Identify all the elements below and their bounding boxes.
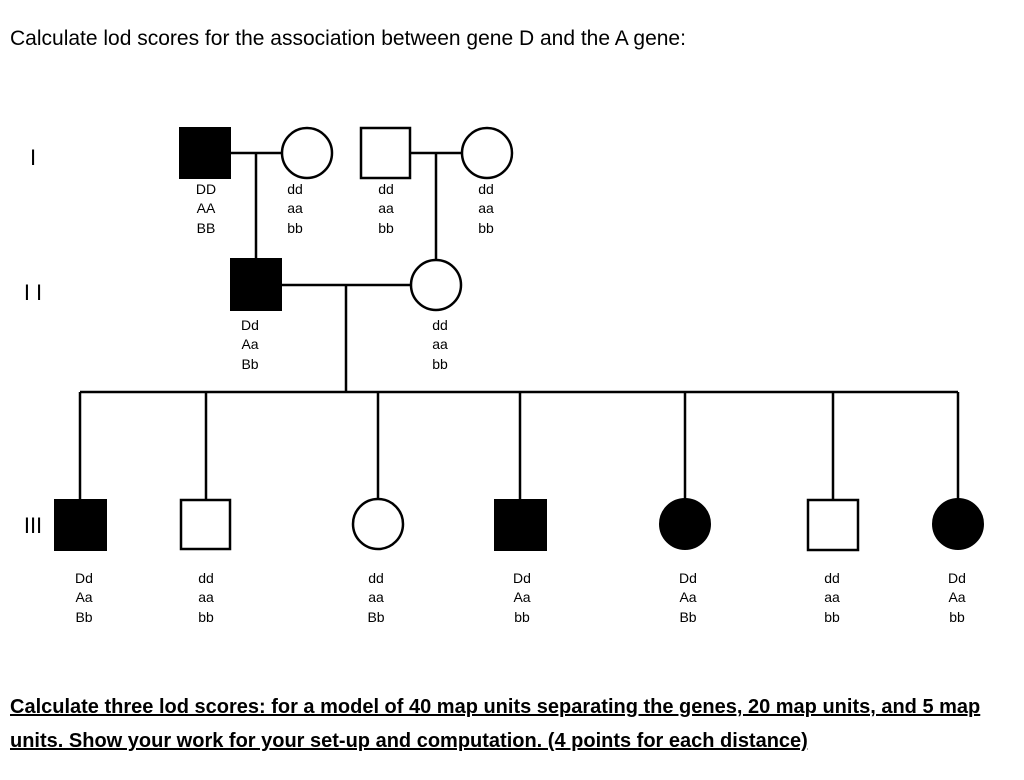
genotype-III-6-line3: bb <box>824 609 840 625</box>
individual-I-4-unaffected-female <box>462 128 512 178</box>
genotype-III-4-line3: bb <box>514 609 530 625</box>
individual-III-7-affected-female <box>933 499 983 549</box>
question-text: Calculate lod scores for the association between gene D and the A gene: <box>10 27 686 50</box>
genotype-III-2-line1: dd <box>198 570 214 586</box>
genotype-I-3-line2: aa <box>378 200 394 216</box>
genotype-III-2-line3: bb <box>198 609 214 625</box>
individual-I-3-unaffected-male <box>361 128 410 178</box>
genotype-I-1-line1: DD <box>195 181 217 197</box>
genotype-III-7-line1: Dd <box>948 570 966 586</box>
genotype-III-7-line2: Aa <box>948 589 966 605</box>
individual-III-4-affected-male <box>495 500 546 550</box>
genotype-III-4-line1: Dd <box>513 570 531 586</box>
genotype-III-4-line2: Aa <box>513 589 531 605</box>
genotype-III-3-line1: dd <box>368 570 384 586</box>
genotype-III-6-line2: aa <box>824 589 840 605</box>
individual-III-3-unaffected-female <box>353 499 403 549</box>
individual-III-2-unaffected-male <box>181 500 230 549</box>
individual-I-1-affected-male <box>180 128 230 178</box>
genotype-I-4-line1: dd <box>478 181 494 197</box>
genotype-I-4-line2: aa <box>478 200 494 216</box>
instructions-text: Calculate three lod scores: for a model of 40 map units separating the genes, 20 map units, and 5 map units. Show your work for your set-up and computation. (4 points for each distance) <box>10 696 981 752</box>
genotype-III-1-line3: Bb <box>75 609 93 625</box>
genotype-III-6-line1: dd <box>824 570 840 586</box>
generation-label-3: III <box>23 513 43 538</box>
genotype-I-4-line3: bb <box>478 220 494 236</box>
genotype-I-1-line2: AA <box>196 200 216 216</box>
genotype-II-1-line3: Bb <box>241 356 259 372</box>
genotype-III-5-line1: Dd <box>679 570 697 586</box>
genotype-III-1-line2: Aa <box>75 589 93 605</box>
individual-III-1-affected-male <box>55 500 106 550</box>
genotype-II-2-line2: aa <box>432 336 448 352</box>
generation-label-2: I I <box>23 280 43 305</box>
genotype-III-5-line2: Aa <box>679 589 697 605</box>
individual-III-6-unaffected-male <box>808 500 858 550</box>
genotype-I-3-line1: dd <box>378 181 394 197</box>
genotype-III-3-line2: aa <box>368 589 384 605</box>
individual-II-1-affected-male <box>231 259 281 310</box>
individual-II-2-unaffected-female <box>411 260 461 310</box>
genotype-III-2-line2: aa <box>198 589 214 605</box>
genotype-I-3-line3: bb <box>378 220 394 236</box>
genotype-III-1-line1: Dd <box>75 570 93 586</box>
genotype-II-2-line1: dd <box>432 317 448 333</box>
genotype-I-2-line2: aa <box>287 200 303 216</box>
genotype-II-2-line3: bb <box>432 356 448 372</box>
genotype-III-5-line3: Bb <box>679 609 697 625</box>
genotype-III-3-line3: Bb <box>367 609 385 625</box>
genotype-I-1-line3: BB <box>196 220 216 236</box>
genotype-III-7-line3: bb <box>949 609 965 625</box>
genotype-II-1-line1: Dd <box>241 317 259 333</box>
individual-III-5-affected-female <box>660 499 710 549</box>
genotype-II-1-line2: Aa <box>241 336 259 352</box>
genotype-I-2-line3: bb <box>287 220 303 236</box>
individual-I-2-unaffected-female <box>282 128 332 178</box>
generation-label-1: I <box>29 145 37 170</box>
genotype-I-2-line1: dd <box>287 181 303 197</box>
